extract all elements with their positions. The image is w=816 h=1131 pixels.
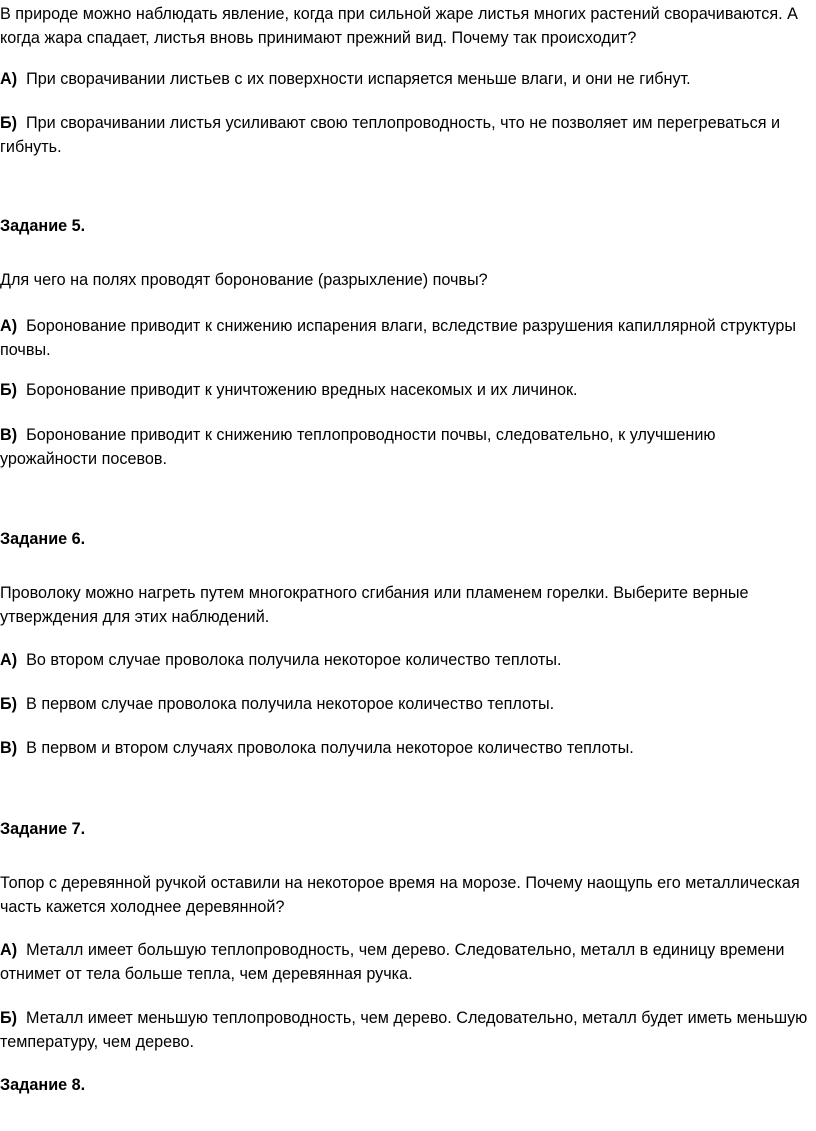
task-7-option-a: [0, 938, 812, 986]
task-7-question: Топор с деревянной ручкой оставили на некоторое время на морозе. Почему наощупь его металлическая часть кажется холоднее деревянной?: [0, 874, 800, 916]
task-6-option-b: [0, 692, 812, 716]
task-6-option-a: [0, 648, 812, 672]
task-6-question: Проволоку можно нагреть путем многократного сгибания или пламенем горелки. Выберите верные утверждения для этих наблюдений.: [0, 584, 749, 626]
task-5-heading: Задание 5.: [0, 217, 86, 235]
option-label: А): [0, 317, 18, 335]
option-label: Б): [0, 114, 18, 132]
option-text: В первом случае проволока получила некоторое количество теплоты.: [26, 695, 555, 713]
task-5-option-b: [0, 378, 812, 402]
option-label: В): [0, 426, 18, 444]
option-label: А): [0, 941, 18, 959]
option-label: А): [0, 70, 18, 88]
option-text: Боронование приводит к снижению испарения влаги, вследствие разрушения капиллярной структуры почвы.: [0, 317, 797, 359]
option-text: Боронование приводит к снижению теплопроводности почвы, следовательно, к улучшению урожайности посевов.: [0, 426, 716, 468]
option-label: А): [0, 651, 18, 669]
intro-option-a: [0, 67, 812, 91]
option-text: В первом и втором случаях проволока получила некоторое количество теплоты.: [26, 739, 634, 757]
option-text: Во втором случае проволока получила некоторое количество теплоты.: [26, 651, 562, 669]
option-label: Б): [0, 381, 18, 399]
task-7-heading: Задание 7.: [0, 820, 86, 838]
task-5-question: Для чего на полях проводят боронование (разрыхление) почвы?: [0, 271, 488, 289]
task-6-option-c: [0, 736, 812, 760]
task-7-option-b: [0, 1006, 812, 1054]
intro-option-b: [0, 111, 812, 159]
option-text: Боронование приводит к уничтожению вредных насекомых и их личинок.: [26, 381, 578, 399]
option-text: Металл имеет меньшую теплопроводность, чем дерево. Следовательно, металл будет иметь меньшую температуру, чем дерево.: [0, 1009, 808, 1051]
task-8-heading: Задание 8.: [0, 1076, 86, 1094]
task-5-option-a: [0, 314, 812, 362]
task-5-option-c: [0, 423, 812, 471]
option-label: Б): [0, 695, 18, 713]
task-6-heading: Задание 6.: [0, 530, 86, 548]
option-text: При сворачивании листьев с их поверхности испаряется меньше влаги, и они не гибнут.: [26, 70, 691, 88]
option-label: Б): [0, 1009, 18, 1027]
option-text: Металл имеет большую теплопроводность, чем дерево. Следовательно, металл в единицу времени отнимет от тела больше тепла, чем деревянная ручка.: [0, 941, 785, 983]
option-text: При сворачивании листья усиливают свою теплопроводность, что не позволяет им перегреваться и гибнуть.: [0, 114, 781, 156]
option-label: В): [0, 739, 18, 757]
intro-question: В природе можно наблюдать явление, когда при сильной жаре листья многих растений сворачиваются. А когда жара спадает, листья вновь принимают прежний вид. Почему так происходит?: [0, 5, 798, 47]
